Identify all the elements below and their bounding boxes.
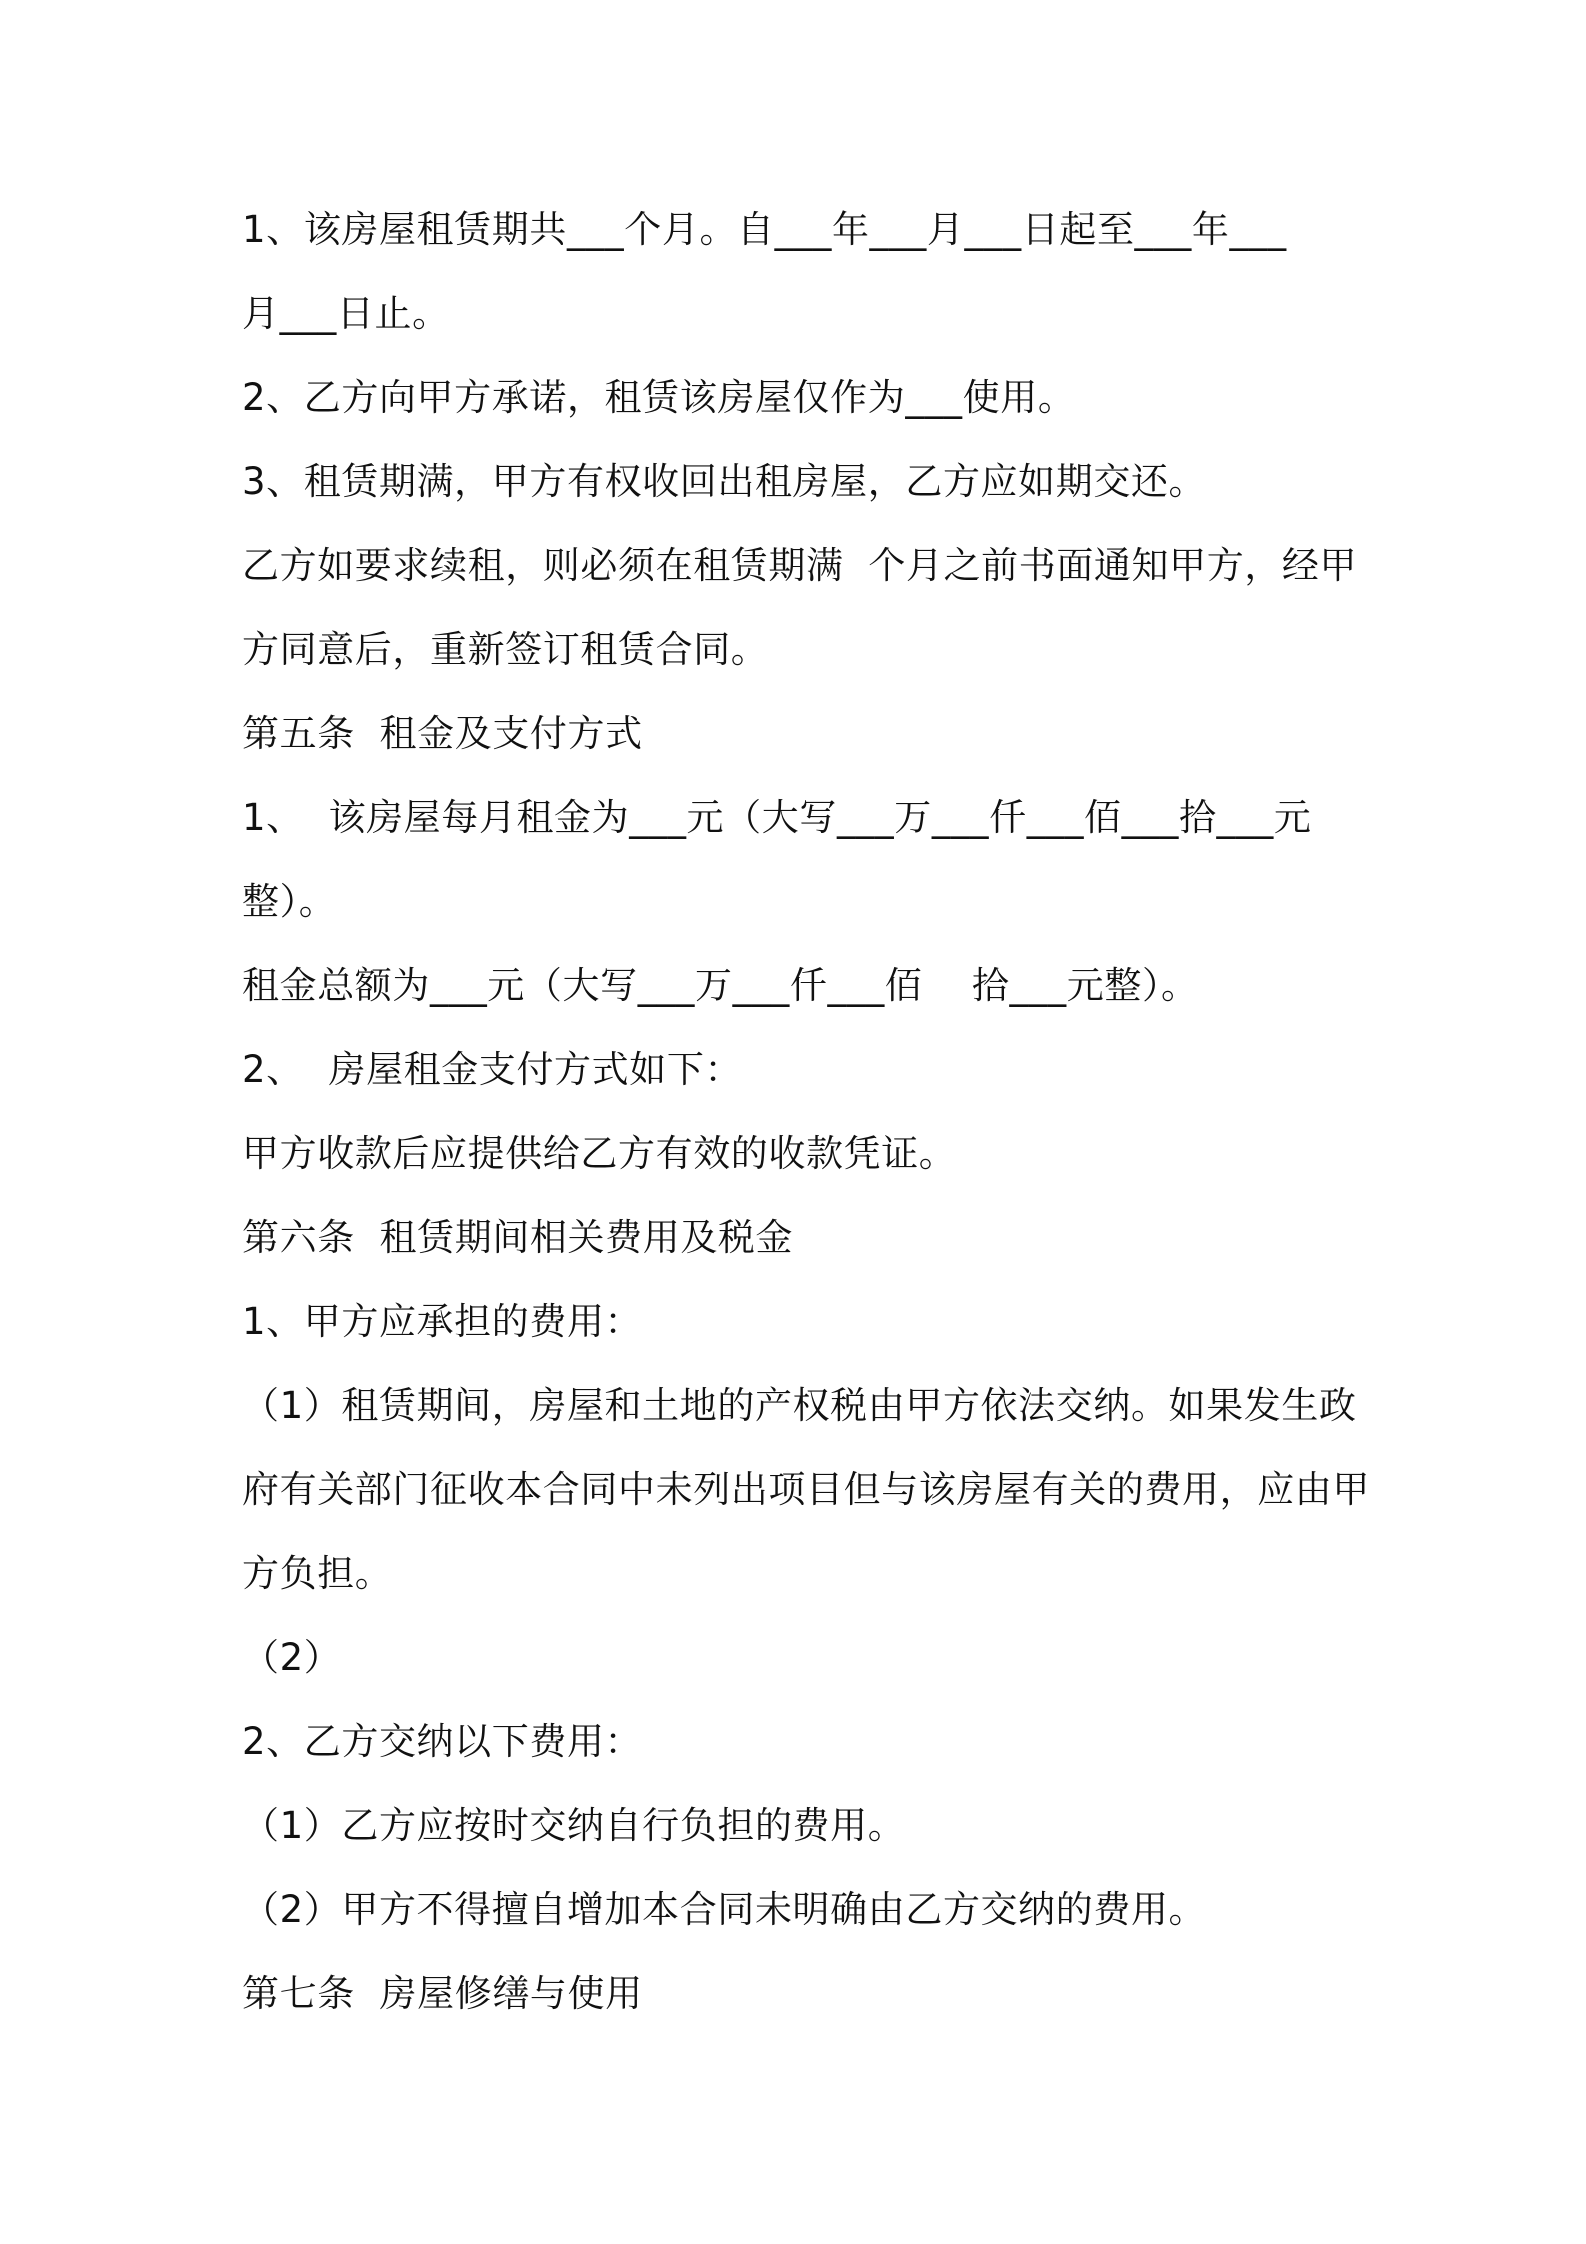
clause-4-1-line-2: 月___日止。: [242, 292, 450, 335]
clause-4-1-line-1: 1、该房屋租赁期共___个月。自___年___月___日起至___年___: [242, 208, 1287, 251]
clause-5-2: 2、 房屋租金支付方式如下：: [242, 1048, 743, 1091]
clause-4-2: 2、乙方向甲方承诺，租赁该房屋仅作为___使用。: [242, 376, 1076, 419]
clause-6-2-2: （2）甲方不得擅自增加本合同未明确由乙方交纳的费用。: [242, 1888, 1207, 1931]
clause-6-2-1: （1）乙方应按时交纳自行负担的费用。: [242, 1804, 906, 1847]
clause-6-1: 1、甲方应承担的费用：: [242, 1300, 643, 1343]
clause-4-3: 3、租赁期满，甲方有权收回出租房屋，乙方应如期交还。: [242, 460, 1207, 503]
article-5-heading: 第五条 租金及支付方式: [242, 712, 643, 755]
clause-6-1-2: （2）: [242, 1636, 342, 1679]
renewal-line-2: 方同意后，重新签订租赁合同。: [242, 628, 769, 671]
article-6-heading: 第六条 租赁期间相关费用及税金: [242, 1216, 794, 1259]
clause-6-1-1-line-2: 府有关部门征收本合同中未列出项目但与该房屋有关的费用，应由甲: [242, 1468, 1370, 1511]
clause-5-1-line-2: 整）。: [242, 880, 337, 923]
clause-6-2: 2、乙方交纳以下费用：: [242, 1720, 643, 1763]
clause-6-1-1-line-1: （1）租赁期间，房屋和土地的产权税由甲方依法交纳。如果发生政: [242, 1384, 1357, 1427]
receipt-line: 甲方收款后应提供给乙方有效的收款凭证。: [242, 1132, 957, 1175]
rent-total: 租金总额为___元（大写___万___仟___佰 拾___元整）。: [242, 964, 1199, 1007]
clause-5-1-line-1: 1、 该房屋每月租金为___元（大写___万___仟___佰___拾___元: [242, 796, 1312, 839]
article-7-heading: 第七条 房屋修缮与使用: [242, 1972, 643, 2015]
clause-6-1-1-line-3: 方负担。: [242, 1552, 393, 1595]
renewal-line-1: 乙方如要求续租，则必须在租赁期满 个月之前书面通知甲方，经甲: [242, 544, 1358, 587]
